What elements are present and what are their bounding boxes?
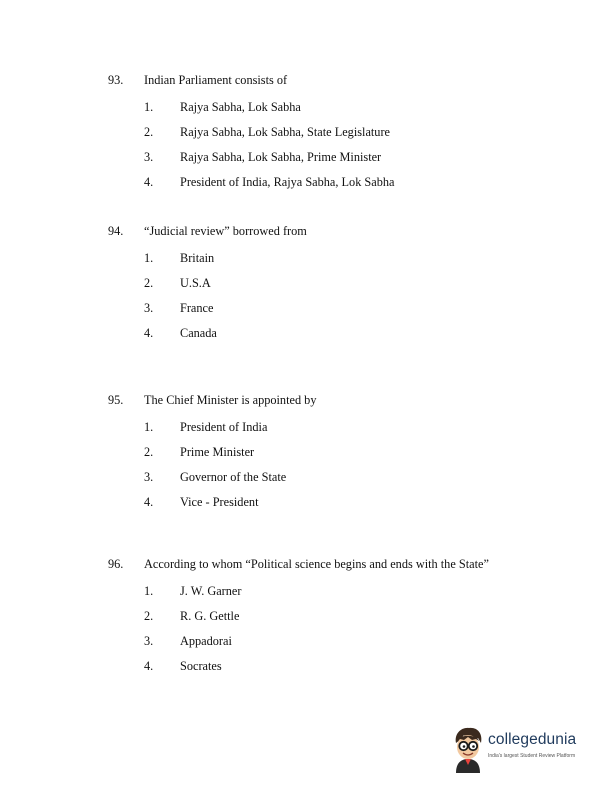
option-text: Socrates xyxy=(180,658,222,673)
option-text: Rajya Sabha, Lok Sabha xyxy=(180,99,301,114)
option-text: Vice - President xyxy=(180,494,259,509)
option-text: Britain xyxy=(180,250,215,265)
option-number: 2. xyxy=(144,124,154,139)
option-text: President of India xyxy=(180,419,268,434)
option-text: France xyxy=(180,300,214,315)
question-text: According to whom “Political science begins and ends with the State” xyxy=(144,557,489,571)
option-text: Prime Minister xyxy=(180,444,255,459)
collegedunia-logo xyxy=(450,725,600,775)
logo-tagline: India's largest Student Review Platform xyxy=(488,753,576,759)
question-text: The Chief Minister is appointed by xyxy=(144,393,317,407)
option-number: 3. xyxy=(144,149,154,164)
option-number: 4. xyxy=(144,494,154,509)
question-text: Indian Parliament consists of xyxy=(144,73,288,87)
option-number: 4. xyxy=(144,174,154,189)
option-number: 3. xyxy=(144,469,154,484)
question-95 xyxy=(108,390,508,514)
option-number: 1. xyxy=(144,250,154,265)
option xyxy=(144,94,508,119)
option-text: Appadorai xyxy=(180,633,232,648)
option-text: Rajya Sabha, Lok Sabha, Prime Minister xyxy=(180,149,382,164)
option xyxy=(144,320,508,345)
option xyxy=(144,270,508,295)
question-number: 93. xyxy=(108,73,124,87)
option-text: Canada xyxy=(180,325,217,340)
student-mascot-icon xyxy=(450,725,486,773)
option-text: President of India, Rajya Sabha, Lok Sabha xyxy=(180,174,395,189)
option-number: 2. xyxy=(144,275,154,290)
question-93 xyxy=(108,70,508,194)
question-number: 95. xyxy=(108,393,124,407)
option-number: 4. xyxy=(144,325,154,340)
option xyxy=(144,414,508,439)
option-number: 1. xyxy=(144,99,154,114)
option xyxy=(144,464,508,489)
question-96 xyxy=(108,554,508,678)
option-text: Governor of the State xyxy=(180,469,287,484)
option xyxy=(144,245,508,270)
question-94 xyxy=(108,221,508,345)
option-number: 4. xyxy=(144,658,154,673)
option xyxy=(144,653,508,678)
option xyxy=(144,169,508,194)
question-number: 94. xyxy=(108,224,124,238)
option xyxy=(144,603,508,628)
option-text: U.S.A xyxy=(180,275,211,290)
logo-wordmark: collegedunia xyxy=(488,731,577,748)
option-text: R. G. Gettle xyxy=(180,608,240,623)
option-number: 3. xyxy=(144,300,154,315)
option-text: J. W. Garner xyxy=(180,583,242,598)
option-number: 1. xyxy=(144,583,154,598)
question-text: “Judicial review” borrowed from xyxy=(144,224,307,238)
option xyxy=(144,119,508,144)
option xyxy=(144,295,508,320)
option-text: Rajya Sabha, Lok Sabha, State Legislature xyxy=(180,124,391,139)
option xyxy=(144,489,508,514)
option xyxy=(144,439,508,464)
option-number: 2. xyxy=(144,444,154,459)
option-number: 3. xyxy=(144,633,154,648)
question-number: 96. xyxy=(108,557,124,571)
option xyxy=(144,578,508,603)
option-number: 2. xyxy=(144,608,154,623)
option xyxy=(144,144,508,169)
option-number: 1. xyxy=(144,419,154,434)
option xyxy=(144,628,508,653)
